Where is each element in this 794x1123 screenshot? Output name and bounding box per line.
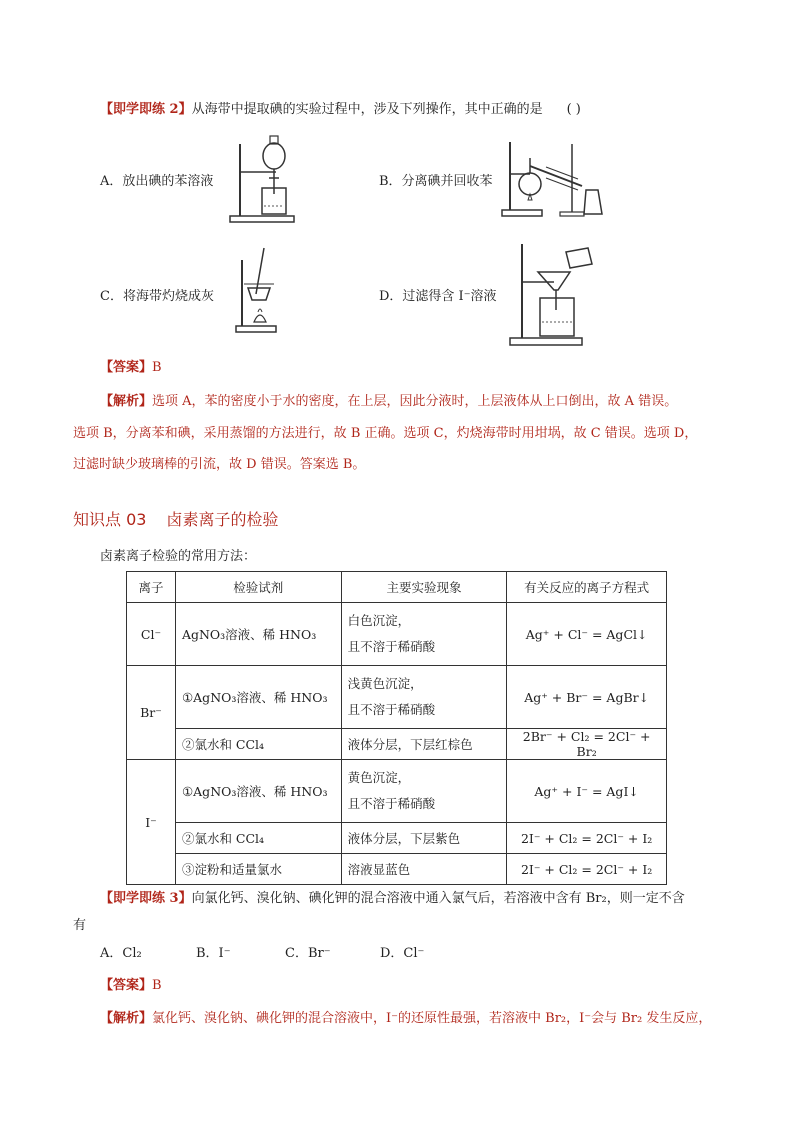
header-cell: 主要实验现象: [341, 572, 507, 603]
exercise2-answer: [100, 357, 162, 379]
reagent-cell: ①AgNO₃溶液、稀 HNO₃: [175, 666, 341, 729]
exercise3-question: [100, 888, 685, 910]
equation-cell: Ag⁺ + I⁻ = AgI↓: [507, 760, 667, 823]
answer-tag: 【答案】: [100, 360, 153, 375]
option-a: A．放出碘的苯溶液: [100, 174, 214, 189]
analysis-tag: 【解析】: [100, 394, 153, 409]
phenomenon-cell: 溶液显蓝色: [341, 854, 507, 885]
exercise3-analysis: [100, 1008, 711, 1030]
analysis-text: 选项 A，苯的密度小于水的密度，在上层，因此分液时，上层液体从上口倒出，故 A 错误。: [152, 394, 678, 409]
exercise2-analysis-line-1: [100, 391, 677, 413]
phenomenon-cell: [341, 603, 507, 666]
phenomenon-line: 黄色沉淀，: [347, 770, 411, 785]
header-cell: 有关反应的离子方程式: [507, 572, 667, 603]
equation-cell: 2I⁻ + Cl₂ = 2Cl⁻ + I₂: [507, 823, 667, 854]
equation-cell: Ag⁺ + Br⁻ = AgBr↓: [507, 666, 667, 729]
option-d: D．过滤得含 I⁻溶液: [379, 289, 497, 304]
question-text: 从海带中提取碘的实验过程中，涉及下列操作，其中正确的是: [191, 102, 543, 117]
exercise-tag: 【即学即练 2】: [100, 102, 192, 117]
exercise-tag: 【即学即练 3】: [100, 891, 192, 906]
analysis-tag: 【解析】: [100, 1011, 153, 1026]
analysis-text: 氯化钙、溴化钠、碘化钾的混合溶液中，I⁻的还原性最强，若溶液中 Br₂，I⁻会与 Br₂ 发生反应，: [152, 1011, 712, 1026]
reagent-cell: ②氯水和 CCl₄: [175, 729, 341, 760]
reagent-cell: ①AgNO₃溶液、稀 HNO₃: [175, 760, 341, 823]
answer-value: B: [152, 978, 162, 993]
phenomenon-line: 白色沉淀，: [347, 613, 411, 628]
ion-cell: Br⁻: [127, 666, 176, 760]
section-title: 卤素离子的检验: [166, 510, 279, 529]
ion-cell: I⁻: [127, 760, 176, 885]
section-heading: [73, 507, 278, 530]
equation-cell: 2I⁻ + Cl₂ = 2Cl⁻ + I₂: [507, 854, 667, 885]
equation-cell: 2Br⁻ + Cl₂ = 2Cl⁻ + Br₂: [507, 729, 667, 760]
table-row: [127, 823, 667, 854]
separatory-funnel-illustration: [228, 132, 298, 224]
table-row: [127, 729, 667, 760]
filtration-illustration: [508, 238, 600, 348]
exercise3-option-a: A．Cl₂: [100, 946, 142, 961]
phenomenon-line: 且不溶于稀硝酸: [347, 702, 436, 717]
header-cell: 检验试剂: [175, 572, 341, 603]
section-intro: 卤素离子检验的常用方法：: [100, 549, 257, 564]
table-row: [127, 603, 667, 666]
answer-value: B: [152, 360, 162, 375]
reagent-cell: ②氯水和 CCl₄: [175, 823, 341, 854]
exercise2-analysis-line-3: 过滤时缺少玻璃棒的引流，故 D 错误。答案选 B。: [73, 457, 366, 472]
reagent-cell: ③淀粉和适量氯水: [175, 854, 341, 885]
equation-cell: Ag⁺ + Cl⁻ = AgCl↓: [507, 603, 667, 666]
phenomenon-cell: 液体分层，下层紫色: [341, 823, 507, 854]
exercise3-question-line-2: 有: [73, 918, 87, 933]
exercise3-option-d: D．Cl⁻: [380, 946, 425, 961]
exercise3-option-c: C．Br⁻: [285, 946, 331, 961]
distillation-illustration: [500, 138, 608, 218]
header-cell: 离子: [127, 572, 176, 603]
phenomenon-line: 浅黄色沉淀，: [347, 676, 423, 691]
option-b: B．分离碘并回收苯: [379, 174, 493, 189]
ion-cell: Cl⁻: [127, 603, 176, 666]
table-row: [127, 666, 667, 729]
table-row: [127, 854, 667, 885]
phenomenon-cell: [341, 760, 507, 823]
reagent-cell: AgNO₃溶液、稀 HNO₃: [175, 603, 341, 666]
question-text: 向氯化钙、溴化钠、碘化钾的混合溶液中通入氯气后，若溶液中含有 Br₂，则一定不含: [191, 891, 685, 906]
phenomenon-line: 且不溶于稀硝酸: [347, 639, 436, 654]
exercise2-question: [100, 99, 581, 121]
phenomenon-line: 且不溶于稀硝酸: [347, 796, 436, 811]
phenomenon-cell: [341, 666, 507, 729]
phenomenon-cell: 液体分层，下层红棕色: [341, 729, 507, 760]
section-number: 知识点 03: [73, 510, 147, 529]
exercise3-answer: [100, 975, 162, 997]
answer-blank: ( ): [566, 102, 581, 117]
table-row: [127, 760, 667, 823]
table-header-row: [127, 572, 667, 603]
exercise3-option-b: B．I⁻: [196, 946, 231, 961]
answer-tag: 【答案】: [100, 978, 153, 993]
crucible-heating-illustration: [234, 246, 278, 334]
option-c: C．将海带灼烧成灰: [100, 289, 214, 304]
exercise2-analysis-line-2: 选项 B，分离苯和碘，采用蒸馏的方法进行，故 B 正确。选项 C，灼烧海带时用坩埚，故 C 错误。选项 D，: [73, 426, 698, 441]
halide-ion-test-table: [126, 571, 667, 885]
